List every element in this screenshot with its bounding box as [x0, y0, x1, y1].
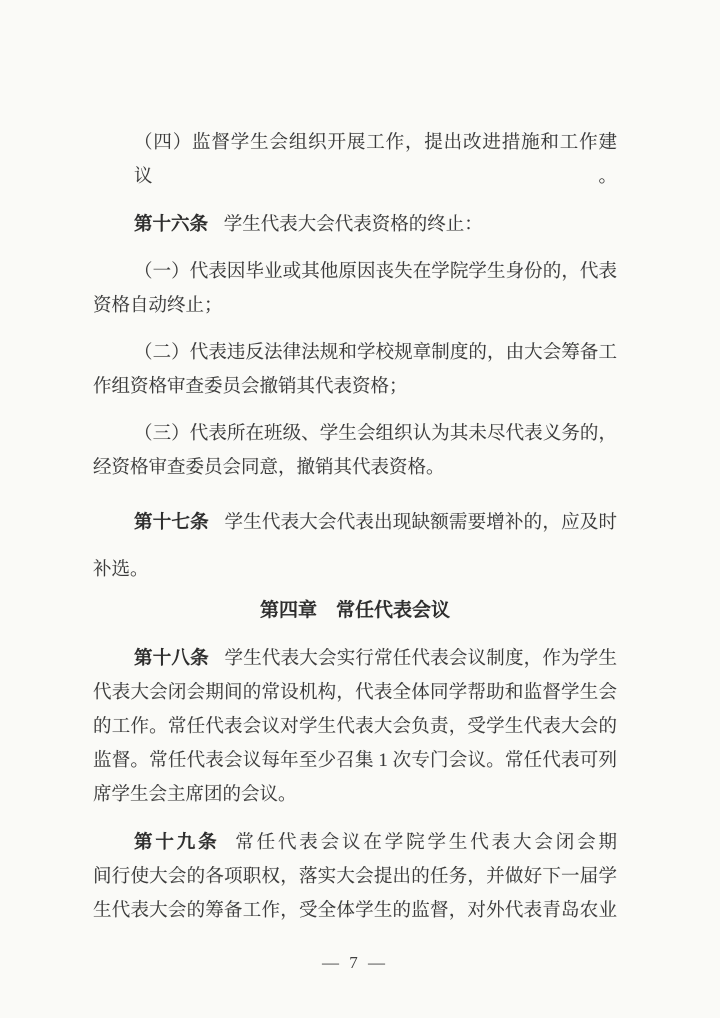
text-line	[93, 207, 617, 242]
text-line	[93, 825, 617, 860]
text-line: 生代表大会的筹备工作，受全体学生的监督，对外代表青岛农业	[93, 901, 617, 921]
paragraph	[93, 417, 617, 485]
text-line: （一）代表因毕业或其他原因丧失在学院学生身份的，代表	[134, 262, 617, 282]
paragraph	[93, 336, 617, 404]
text-line	[93, 641, 617, 676]
text-line: 补选。	[93, 560, 149, 580]
article-paragraph	[93, 825, 617, 928]
text-line: （二）代表违反法律法规和学校规章制度的，由大会筹备工	[134, 343, 617, 363]
paragraph	[93, 255, 617, 323]
article-text: 常任代表会议在学院学生代表大会闭会期	[235, 833, 617, 853]
text-line: （三）代表所在班级、学生会组织认为其未尽代表义务的，	[134, 424, 617, 444]
text-line: 资格自动终止；	[93, 296, 223, 316]
text-line: 席学生会主席团的会议。	[93, 785, 297, 805]
article-number-label: 第十八条	[134, 647, 209, 668]
paragraph	[93, 126, 617, 194]
document-content	[93, 126, 617, 978]
text-line: 的工作。常任代表会议对学生代表大会负责，受学生代表大会的	[93, 717, 617, 737]
text-line: 监督。常任代表会议每年至少召集 1 次专门会议。常任代表可列	[93, 751, 617, 771]
chapter-heading: 第四章 常任代表会议	[259, 600, 450, 621]
article-number-label: 第十六条	[134, 213, 209, 234]
article-text: 学生代表大会代表出现缺额需要增补的，应及时	[224, 513, 617, 533]
text-line: 作组资格审查委员会撤销其代表资格；	[93, 377, 408, 397]
article-text: 学生代表大会实行常任代表会议制度，作为学生	[224, 649, 617, 669]
article-text: 学生代表大会代表资格的终止：	[223, 215, 483, 235]
article-paragraph	[93, 641, 617, 812]
text-line: 经资格审查委员会同意，撤销其代表资格。	[93, 458, 445, 478]
article-paragraph	[93, 207, 617, 242]
text-line: （四）监督学生会组织开展工作，提出改进措施和工作建议。	[134, 133, 617, 187]
article-paragraph	[93, 498, 617, 594]
text-line: 间行使大会的各项职权，落实大会提出的任务，并做好下一届学	[93, 867, 617, 887]
article-number-label: 第十七条	[134, 511, 209, 532]
text-line: 代表大会闭会期间的常设机构，代表全体同学帮助和监督学生会	[93, 683, 617, 703]
page-number: — 7 —	[322, 953, 388, 972]
text-line	[93, 498, 617, 547]
article-number-label: 第十九条	[134, 831, 220, 852]
